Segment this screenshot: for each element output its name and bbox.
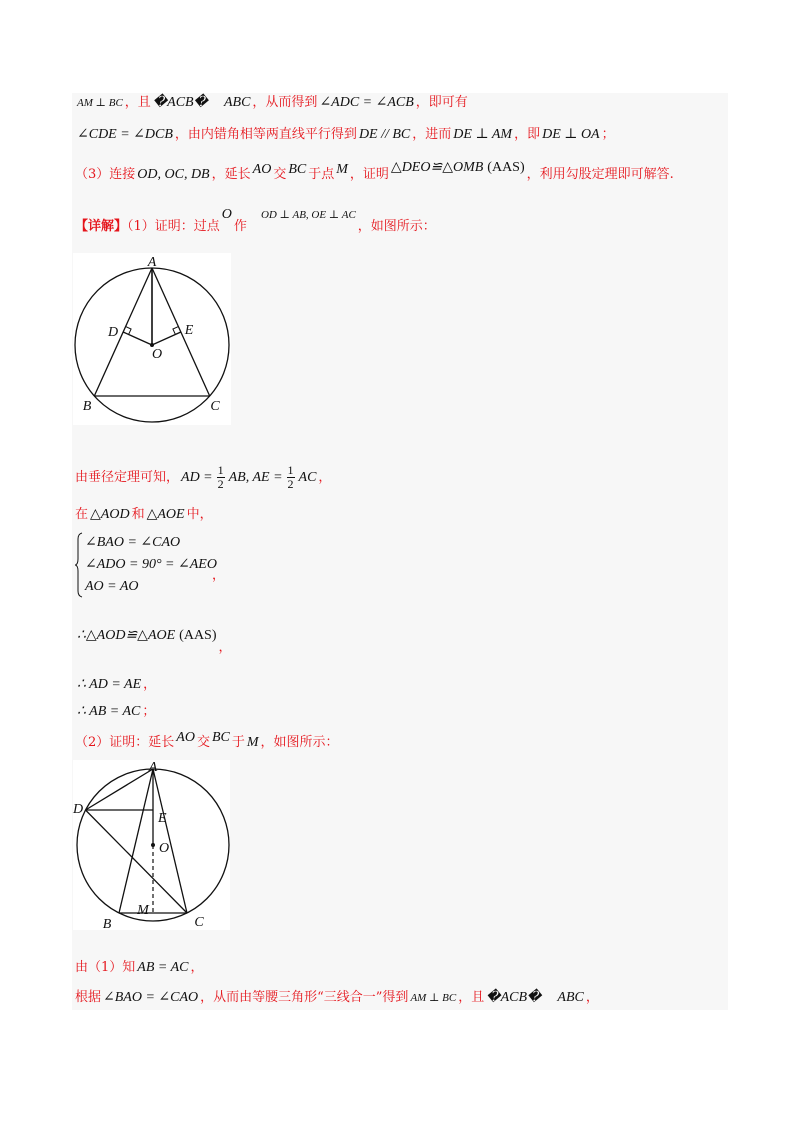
text-semicolon: ； — [142, 704, 156, 719]
detail-line-congruent — [75, 626, 232, 655]
text-as-shown: ，如图所示： — [260, 735, 339, 750]
text-semicolon: ； — [601, 127, 615, 142]
segment-oe — [152, 332, 181, 345]
detail-line-perpendicular-diameter — [75, 463, 332, 491]
analysis-line-2 — [75, 125, 615, 145]
text-prove: ，证明 — [349, 167, 389, 182]
left-brace — [75, 532, 83, 598]
math-ao: AO — [252, 162, 272, 177]
math-bao-eq-cao: ∠BAO = ∠CAO — [103, 990, 199, 1005]
detail-line-isosceles — [75, 988, 599, 1008]
math-angle-acb: �ACB� — [486, 990, 542, 1005]
math-abc: ABC — [223, 95, 251, 110]
text-at: 于 — [231, 735, 245, 750]
text-comma: ， — [585, 990, 599, 1005]
label-b: B — [102, 917, 112, 932]
label-e: E — [184, 323, 194, 338]
fraction-denominator: 2 — [217, 477, 224, 491]
equation-rows — [83, 532, 219, 598]
text-comma: ， — [218, 640, 232, 655]
math-od-perp-ab-oe-perp-ac: OD ⊥ AB, OE ⊥ AC — [260, 209, 356, 221]
text-part2-proof: （2）证明：延长 — [75, 735, 175, 750]
math-triangle-aoe: △AOE — [146, 507, 185, 522]
text-draw: 作 — [233, 219, 247, 234]
math-de-perp-oa: DE ⊥ OA — [542, 127, 600, 142]
math-ao: AO — [176, 730, 195, 745]
label-e: E — [158, 811, 167, 826]
label-d: D — [72, 802, 84, 817]
math-ac: AC — [298, 470, 317, 485]
segment-dc — [86, 810, 188, 913]
text-part3-connect: （3）连接 — [75, 167, 136, 182]
label-c: C — [194, 915, 204, 930]
detail-line-in-triangles — [75, 505, 213, 525]
math-bc: BC — [288, 162, 307, 177]
math-therefore-ad-eq-ae: ∴ AD = AE — [77, 677, 142, 692]
label-b: B — [82, 399, 92, 414]
detail-line-ad-eq-ae — [75, 675, 156, 695]
fraction-half-1 — [217, 464, 225, 491]
math-aas: (AAS) — [487, 160, 525, 175]
fraction-numerator: 1 — [217, 463, 224, 477]
math-abc: ABC — [557, 990, 584, 1005]
math-therefore-ab-eq-ac: ∴ AB = AC — [77, 704, 141, 719]
text-from-part1: 由（1）知 — [75, 960, 136, 975]
text-alternate-angles: ，由内错角相等两直线平行得到 — [174, 127, 357, 142]
text-and: ，且 — [458, 990, 485, 1005]
text-then-have: ，即可有 — [415, 95, 468, 110]
equation-angle-bao-cao: ∠BAO = ∠CAO — [85, 535, 181, 550]
text-intersect: 交 — [273, 167, 287, 182]
equation-angle-ado-aeo: ∠ADO = 90° = ∠AEO — [85, 557, 217, 572]
math-o: O — [221, 207, 232, 222]
text-comma: ， — [190, 960, 204, 975]
math-de-parallel-bc: DE // BC — [358, 127, 411, 142]
text-comma: ， — [318, 470, 332, 485]
math-m: M — [246, 735, 259, 750]
math-adc-eq-acb: ∠ADC = ∠ACB — [319, 95, 414, 110]
math-cde-eq-dcb: ∠CDE = ∠DCB — [77, 127, 173, 142]
math-triangle-aod: △AOD — [90, 507, 130, 522]
math-ab-eq-ac: AB = AC — [137, 960, 189, 975]
text-part1-proof: （1）证明：过点 — [127, 219, 220, 234]
math-od-oc-db: OD, OC, DB — [137, 167, 210, 182]
text-at-point: 于点 — [308, 167, 335, 182]
equation-system — [75, 532, 225, 598]
detail-line-from-part1 — [75, 958, 203, 978]
fraction-numerator: 1 — [287, 463, 294, 477]
math-therefore-congruent: ∴△AOD≌△AOE — [77, 628, 176, 643]
figure-2-circle-triangle — [73, 760, 230, 930]
label-a: A — [147, 255, 157, 270]
text-namely: ，即 — [514, 127, 541, 142]
math-aas: (AAS) — [179, 628, 217, 643]
math-m: M — [336, 162, 348, 177]
text-thus-get: ，从而得到 — [252, 95, 318, 110]
label-c: C — [210, 399, 220, 414]
analysis-line-1 — [75, 93, 468, 113]
segment-ab — [119, 769, 153, 913]
detail-line-part2 — [75, 730, 339, 753]
equation-ao-ao: AO = AO — [85, 579, 139, 594]
text-and: 和 — [131, 507, 145, 522]
math-am-perp-bc: AM ⊥ BC — [410, 992, 457, 1004]
text-as-shown: ，如图所示： — [357, 219, 436, 234]
analysis-line-3 — [75, 160, 674, 185]
fraction-denominator: 2 — [287, 477, 294, 491]
text-among: 中， — [186, 507, 213, 522]
text-comma: ， — [143, 677, 157, 692]
detail-line-ab-eq-ac — [75, 702, 155, 722]
figure-1-circle-triangle — [73, 253, 231, 425]
text-comma: ， — [212, 568, 226, 583]
math-congruent-deo-omb: △DEO≌△OMB — [390, 160, 484, 175]
text-in: 在 — [75, 507, 89, 522]
math-bc: BC — [211, 730, 230, 745]
detail-heading: 【详解】 — [75, 219, 128, 234]
text-extend: ，延长 — [211, 167, 251, 182]
math-ad-eq: AD = — [181, 470, 213, 485]
text-pythagorean: ，利用勾股定理即可解答. — [526, 167, 674, 182]
text-furthermore: ，进而 — [412, 127, 452, 142]
text-by-theorem: 由垂径定理可知， — [75, 470, 180, 485]
label-a: A — [148, 760, 158, 775]
segment-od — [123, 332, 152, 345]
math-angle-acb: �ACB� — [152, 95, 208, 110]
label-o: O — [151, 347, 163, 362]
segment-da — [86, 769, 154, 810]
label-o: O — [159, 841, 170, 856]
math-am-perp-bc: AM ⊥ BC — [77, 97, 123, 109]
segment-ac — [152, 268, 210, 396]
text-intersect: 交 — [196, 735, 210, 750]
text-isosceles-three-lines: ，从而由等腰三角形“三线合一”得到 — [200, 990, 409, 1005]
text-and: ，且 — [124, 95, 151, 110]
label-m: M — [137, 903, 149, 918]
label-d: D — [107, 325, 119, 340]
text-according-to: 根据 — [75, 990, 102, 1005]
point-o — [151, 843, 155, 847]
math-de-perp-am: DE ⊥ AM — [453, 127, 513, 142]
fraction-half-2 — [287, 464, 295, 491]
math-ab-ae-eq: AB, AE = — [228, 470, 283, 485]
